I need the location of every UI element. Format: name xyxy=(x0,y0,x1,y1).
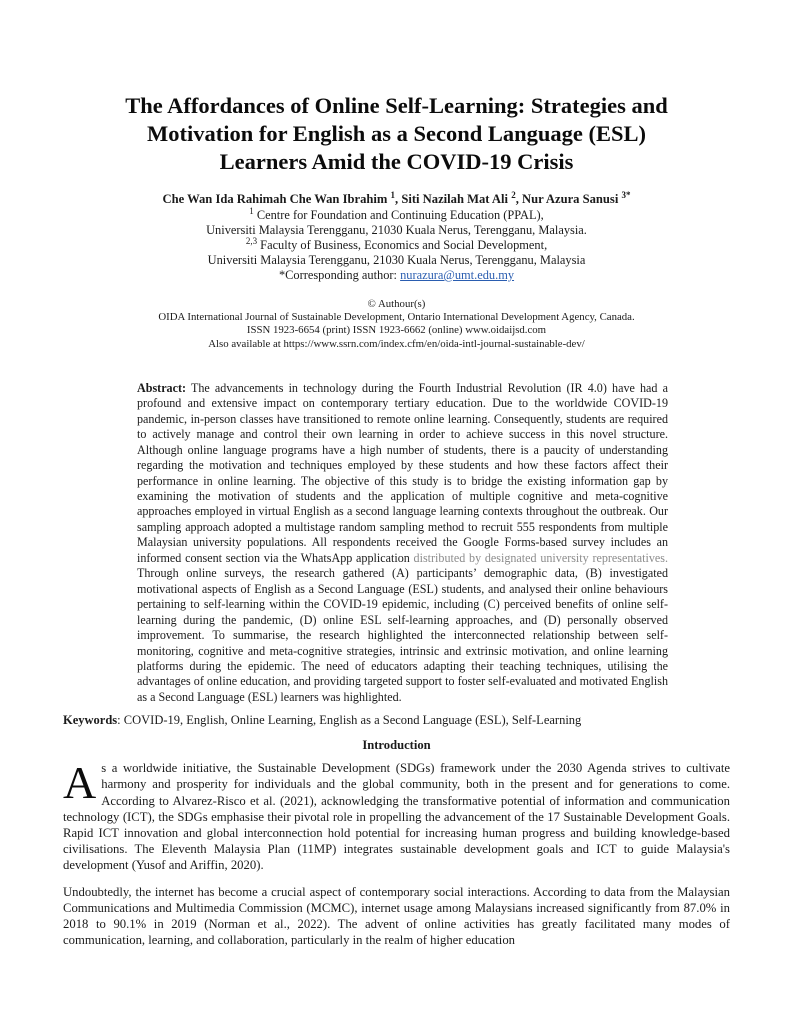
affiliation-line-3 xyxy=(63,235,730,253)
publication-info-block xyxy=(63,298,730,351)
title-line-1: The Affordances of Online Self-Learning: Strategies and xyxy=(125,93,668,118)
abstract-text-part-1: The advancements in technology during the Fourth Industrial Revolution (IR 4.0) have had a profound and extensive impact on contemporary tertiary education. Due to the worldwide COVID-19 pandemic, in-person classes have transitioned to remote online learning. Consequently, students are required to actively manage and control their own learning in order to achieve success in this novel structure. Although online language programs have a high number of students, there is a paucity of understanding regarding the motivation and techniques employed by these students and how these factors affect their performance in online learning. The objective of this study is to bridge the existing information gap by examining the motivation of students and the application of multiple cognitive and meta-cognitive approaches employed in virtual English as a second language learning contexts throughout the outbreak. Our sampling approach adopted a multistage random sampling method to recruit 555 respondents from multiple Malaysian university populations. All respondents received the Google Forms-based survey includes an informed consent section via the WhatsApp application xyxy=(137,380,668,565)
corresponding-author-line xyxy=(63,268,730,283)
author-separator-1: , xyxy=(395,192,402,206)
author-2-superscript: 2 xyxy=(511,189,516,200)
drop-cap: A xyxy=(63,757,97,809)
affiliation-1-superscript: 1 xyxy=(249,205,254,216)
corresponding-author-email-link[interactable]: nurazura@umt.edu.my xyxy=(400,268,515,282)
introduction-paragraph-1 xyxy=(63,757,730,873)
journal-name: OIDA International Journal of Sustainable Development, Ontario International Development Agency, Canada. xyxy=(158,311,635,324)
authors-line xyxy=(63,189,730,207)
copyright-notice: © Authour(s) xyxy=(367,298,426,310)
corresponding-author-label: *Corresponding author: xyxy=(278,268,401,282)
author-3-superscript: 3* xyxy=(621,189,631,200)
availability-line: Also available at https://www.ssrn.com/index.cfm/en/oida-intl-journal-sustainable-dev/ xyxy=(208,337,585,350)
affiliation-line-1 xyxy=(63,205,730,223)
page-title xyxy=(63,92,730,176)
title-line-3: Learners Amid the COVID-19 Crisis xyxy=(219,149,574,174)
author-1: Che Wan Ida Rahimah Che Wan Ibrahim xyxy=(162,192,388,206)
affiliation-line-2: Universiti Malaysia Terengganu, 21030 Kuala Nerus, Terengganu, Malaysia. xyxy=(206,223,587,237)
issn-line: ISSN 1923-6654 (print) ISSN 1923-6662 (online) www.oidaijsd.com xyxy=(246,324,547,337)
author-1-superscript: 1 xyxy=(390,189,396,200)
keywords-line xyxy=(63,712,730,728)
keywords-label: Keywords xyxy=(63,713,118,728)
abstract-text-part-2: Through online surveys, the research gathered (A) participants’ demographic data, (B) investigated motivational aspects of English as a Second Language (ESL) students, and analysed their online behaviours pertaining to self-learning within the COVID-19 epidemic, including (C) perceived benefits of online self-learning during the pandemic, (D) online ESL self-learning approaches, and (D) personally observed improvement. To summarise, the research highlighted the interconnected relationship between self-monitoring, cognitive and meta-cognitive strategies, intrinsic and extrinsic motivation, and online learning platforms during the epidemic. The need of educators adapting their teaching techniques, utilising the advantages of online education, and providing targeted support to foster self-evaluated and motivated English as a Second Language (ESL) learners was highlighted. xyxy=(137,566,668,704)
abstract-paragraph xyxy=(137,381,668,706)
keywords-text: : COVID-19, English, Online Learning, English as a Second Language (ESL), Self-Learning xyxy=(117,713,582,728)
title-line-2: Motivation for English as a Second Language (ESL) xyxy=(146,121,647,146)
introduction-heading: Introduction xyxy=(362,738,431,753)
affiliation-line-4: Universiti Malaysia Terengganu, 21030 Kuala Nerus, Terengganu, Malaysia xyxy=(207,253,586,267)
affiliation-3-superscript: 2,3 xyxy=(245,235,258,246)
author-separator-2: , xyxy=(515,192,522,206)
introduction-paragraph-1-text: s a worldwide initiative, the Sustainable Development (SDGs) framework under the 2030 Agenda strives to cultivate harmony and prosperity for individuals and the global community, both in the present and for generations to come. According to Alvarez-Risco et al. (2021), acknowledging the transformative potential of information and communication technology (ICT), the SDGs emphasise their pivotal role in propelling the advancement of the 17 Sustainable Development Goals. Rapid ICT innovation and global interconnection hold potential for increasing human progress and building knowledge-based civilisations. The Eleventh Malaysia Plan (11MP) integrates sustainable development goals and ICT to guide Malaysia's development (Yusof and Ariffin, 2020). xyxy=(63,761,730,872)
abstract-label: Abstract: xyxy=(137,380,187,395)
author-2: Siti Nazilah Mat Ali xyxy=(401,192,509,206)
abstract-text-gray-part: distributed by designated university representatives. xyxy=(409,550,668,565)
affiliation-3-text: Faculty of Business, Economics and Social Development, xyxy=(260,238,548,252)
introduction-paragraph-2: Undoubtedly, the internet has become a crucial aspect of contemporary social interactions. According to data from the Malaysian Communications and Multimedia Commission (MCMC), internet usage among Malaysians increased significantly from 87.0% in 2018 to 90.1% in 2019 (Norman et al., 2022). The advent of online activities has greatly facilitated many modes of communication, learning, and collaboration, particularly in the realm of higher education xyxy=(63,884,730,948)
affiliation-1-text: Centre for Foundation and Continuing Education (PPAL), xyxy=(256,208,544,222)
author-3: Nur Azura Sanusi xyxy=(521,192,619,206)
